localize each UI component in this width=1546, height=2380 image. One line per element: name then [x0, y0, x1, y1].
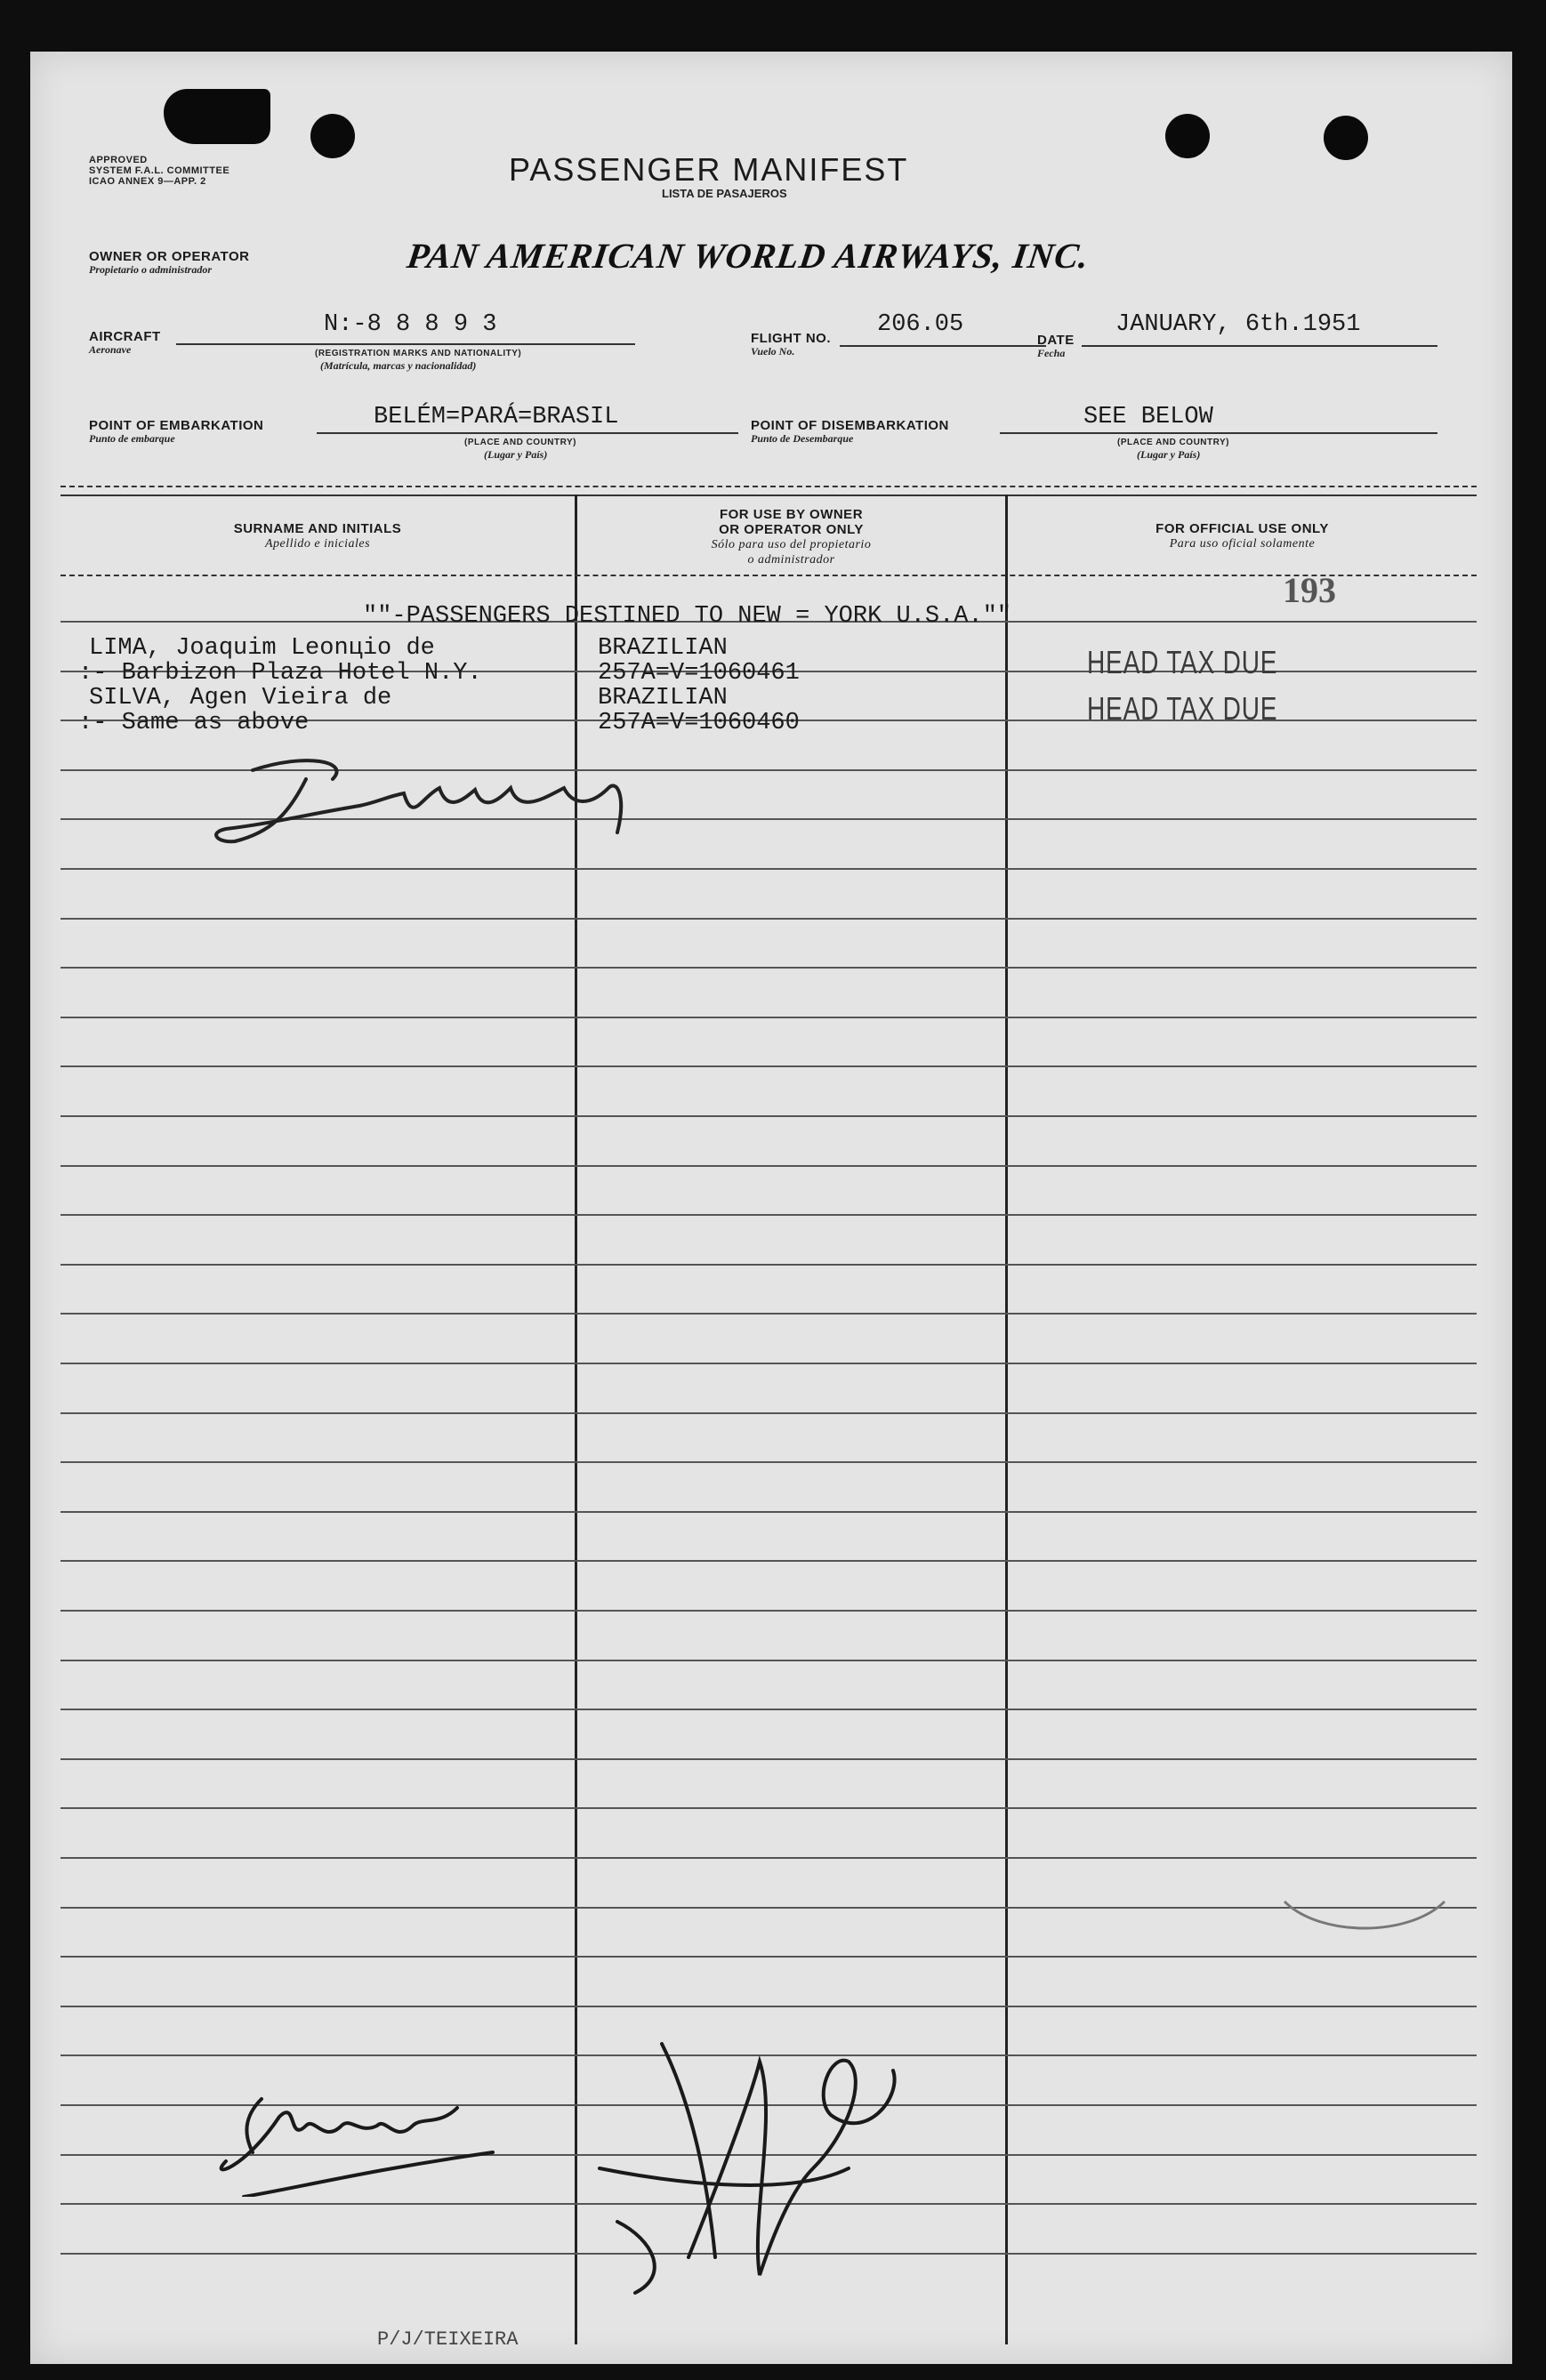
embarkation-label-es: Punto de embarque	[89, 432, 175, 445]
page-title: PASSENGER MANIFEST	[509, 151, 909, 188]
column-header-official-use-label: FOR OFFICIAL USE ONLY	[1155, 521, 1329, 536]
aircraft-label-es: Aeronave	[89, 343, 132, 356]
ruled-line	[60, 1165, 1477, 1167]
column-header-surname-label-es: Apellido e iniciales	[264, 537, 371, 551]
disembarkation-caption: (PLACE AND COUNTRY)	[1117, 438, 1229, 447]
ruled-line	[60, 1660, 1477, 1661]
flight-field-line	[840, 345, 1046, 347]
disembarkation-caption-es: (Lugar y País)	[1137, 448, 1201, 461]
embarkation-field-line	[317, 432, 738, 434]
punch-hole-mid	[1165, 114, 1210, 158]
ruled-line	[60, 1065, 1477, 1067]
column-header-rule	[60, 575, 1477, 576]
column-header-owner-use-label-1: FOR USE BY OWNER	[719, 507, 864, 522]
ruled-line	[60, 918, 1477, 920]
aircraft-field-line	[176, 343, 635, 345]
passenger-2-nationality: BRAZILIAN	[598, 685, 728, 712]
page-number: 193	[1283, 570, 1336, 610]
embarkation-label: POINT OF EMBARKATION	[89, 418, 264, 433]
punch-hole-right	[1324, 116, 1368, 160]
header-rule-1	[60, 486, 1477, 487]
operator-label: OWNER OR OPERATOR	[89, 249, 250, 264]
column-header-owner-use	[577, 507, 1005, 567]
approval-line-2: SYSTEM F.A.L. COMMITTEE	[89, 165, 230, 176]
ruled-line	[60, 1461, 1477, 1463]
ruled-line	[60, 1758, 1477, 1760]
ruled-line	[60, 1363, 1477, 1364]
passenger-1-name: LIMA, Joaquim Leonцio de	[89, 635, 435, 662]
column-header-surname-label: SURNAME AND INITIALS	[233, 521, 402, 536]
ruled-line	[60, 1214, 1477, 1216]
aircraft-label: AIRCRAFT	[89, 329, 161, 344]
date-field-line	[1082, 345, 1437, 347]
ruled-line	[60, 1313, 1477, 1315]
embarkation-caption: (PLACE AND COUNTRY)	[464, 438, 576, 447]
faint-round-stamp	[1276, 1866, 1453, 1937]
footer-text: P/J/TEIXEIRA	[377, 2328, 519, 2351]
manifest-sheet	[30, 52, 1512, 2364]
column-header-owner-use-label-es-1: Sólo para uso del propietario	[711, 538, 872, 551]
aircraft-value: N:-8 8 8 9 3	[324, 311, 497, 338]
header-rule-2	[60, 494, 1477, 496]
ruled-line	[60, 1264, 1477, 1266]
column-header-owner-use-label-2: OR OPERATOR ONLY	[719, 522, 864, 537]
passenger-1-visa: 257A=V=1060461	[598, 660, 800, 687]
ruled-line	[60, 1412, 1477, 1414]
passenger-2-address: :- Same as above	[78, 710, 310, 736]
date-label: DATE	[1037, 333, 1075, 348]
destination-note: ""-PASSENGERS DESTINED TO NEW = YORK U.S.A.""	[363, 603, 1012, 630]
column-header-official-use	[1008, 521, 1477, 551]
ruled-line	[60, 1857, 1477, 1859]
embarkation-caption-es: (Lugar y País)	[484, 448, 548, 461]
passenger-2-visa: 257A=V=1060460	[598, 710, 800, 736]
column-header-surname	[60, 521, 575, 551]
ruled-line	[60, 1807, 1477, 1809]
disembarkation-label-es: Punto de Desembarque	[751, 432, 854, 445]
column-divider-2	[1005, 494, 1008, 2344]
signature-1	[199, 744, 697, 850]
signature-3	[582, 1990, 955, 2311]
flight-label-es: Vuelo No.	[751, 345, 795, 358]
embarkation-value: BELÉM=PARÁ=BRASIL	[374, 404, 619, 430]
date-value: JANUARY, 6th.1951	[1115, 311, 1361, 338]
ruled-line	[60, 1907, 1477, 1909]
aircraft-caption-es: (Matrícula, marcas y nacionalidad)	[320, 359, 477, 372]
passenger-1-stamp: HEAD TAX DUE	[1087, 644, 1278, 680]
aircraft-caption: (REGISTRATION MARKS AND NATIONALITY)	[315, 349, 522, 358]
column-header-official-use-label-es: Para uso oficial solamente	[1169, 537, 1316, 551]
redaction-blot	[164, 89, 270, 144]
ruled-line	[60, 1511, 1477, 1513]
approval-line-1: APPROVED	[89, 155, 148, 165]
ruled-line	[60, 1610, 1477, 1612]
passenger-1-address: :- Barbizon Plaza Hotel N.Y.	[78, 660, 482, 687]
passenger-2-stamp: HEAD TAX DUE	[1087, 690, 1278, 727]
ruled-line	[60, 967, 1477, 969]
flight-value: 206.05	[877, 311, 964, 338]
page-subtitle: LISTA DE PASAJEROS	[662, 187, 787, 200]
approval-line-3: ICAO ANNEX 9—APP. 2	[89, 176, 206, 187]
ruled-line	[60, 1115, 1477, 1117]
passenger-1-nationality: BRAZILIAN	[598, 635, 728, 662]
ruled-line	[60, 868, 1477, 870]
ruled-line	[60, 1956, 1477, 1958]
punch-hole-left	[310, 114, 355, 158]
disembarkation-value: SEE BELOW	[1083, 404, 1213, 430]
column-header-owner-use-label-es-2: o administrador	[747, 553, 835, 567]
operator-label-es: Propietario o administrador	[89, 263, 213, 276]
signature-2	[190, 2063, 511, 2197]
passenger-2-name: SILVA, Agen Vieira de	[89, 685, 392, 712]
disembarkation-field-line	[1000, 432, 1437, 434]
approval-block	[89, 155, 229, 187]
flight-label: FLIGHT NO.	[751, 331, 831, 346]
ruled-line	[60, 1560, 1477, 1562]
date-label-es: Fecha	[1037, 347, 1066, 359]
disembarkation-label: POINT OF DISEMBARKATION	[751, 418, 949, 433]
ruled-line	[60, 1709, 1477, 1710]
operator-value: PAN AMERICAN WORLD AIRWAYS, INC.	[404, 236, 1092, 276]
ruled-line	[60, 1017, 1477, 1018]
